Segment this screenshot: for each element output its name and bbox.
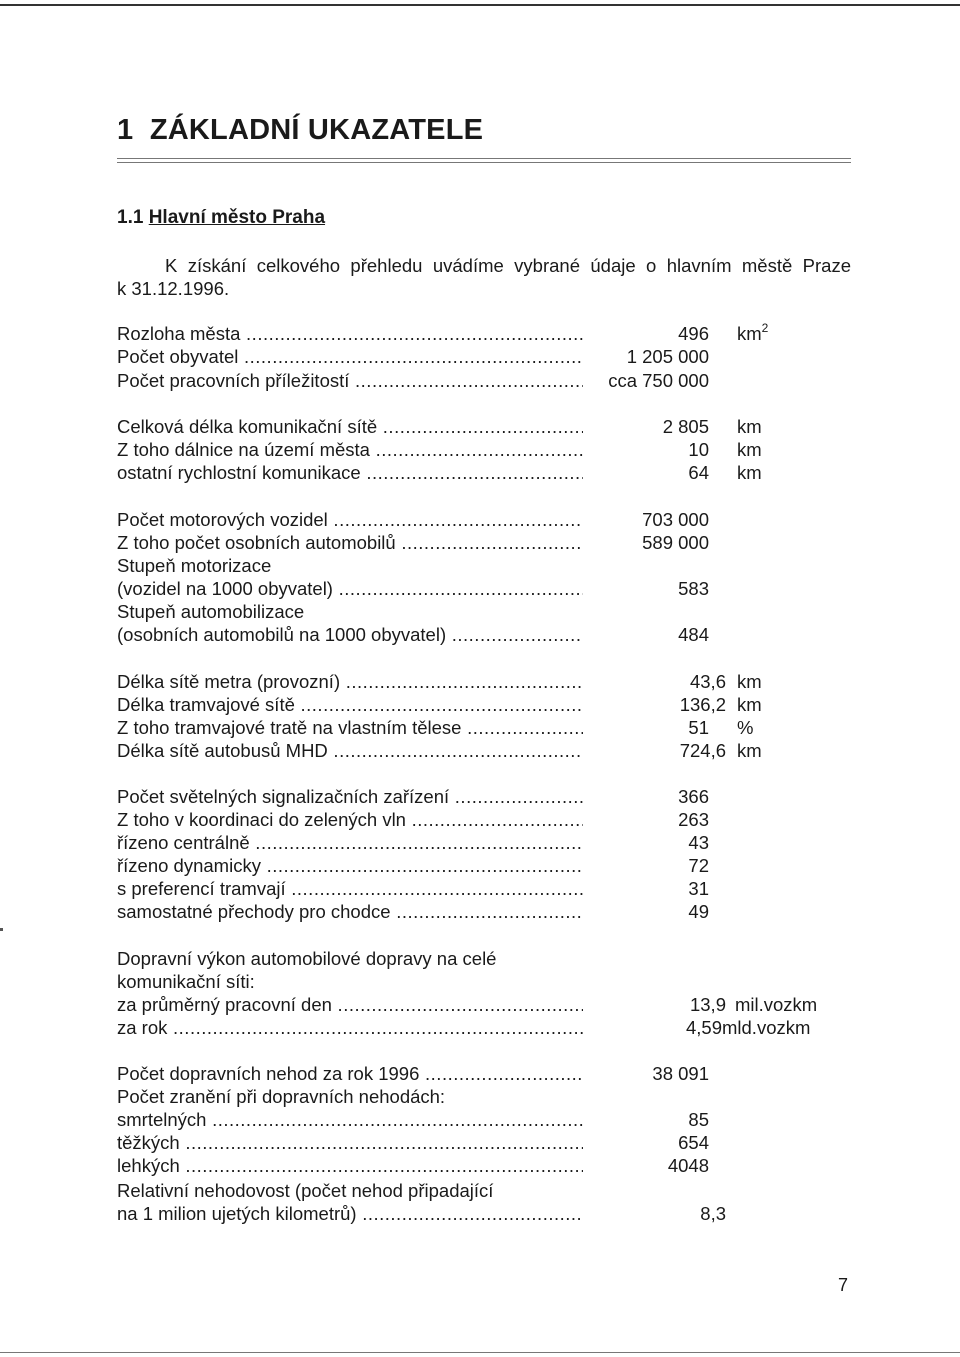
row-label: Stupeň motorizace [117, 555, 272, 576]
row-label: na 1 milion ujetých kilometrů) ..... [117, 1202, 583, 1225]
intro-paragraph [117, 254, 851, 300]
bottom-rule [0, 1352, 960, 1353]
row-label: Počet pracovních příležitostí ..... [117, 369, 583, 392]
row-motorways [117, 438, 767, 461]
row-label: (osobních automobilů na 1000 obyvatel) ..... [117, 623, 583, 646]
row-value: 1 205 000 [626, 346, 709, 367]
row-dynamic [117, 854, 767, 877]
row-label: (vozidel na 1000 obyvatel) ..... [117, 577, 583, 600]
row-value: 51 [688, 717, 709, 738]
row-value: 263 [678, 809, 709, 830]
row-automobilization [117, 623, 767, 646]
row-light [117, 1154, 767, 1177]
row-value: 484 [678, 624, 709, 645]
row-value: 583 [678, 578, 709, 599]
row-automobilization-heading [117, 600, 767, 623]
row-label: Počet světelných signalizačních zařízení ..... [117, 785, 583, 808]
row-cars [117, 531, 767, 554]
unit-superscript: 2 [761, 321, 769, 335]
row-motorization [117, 577, 767, 600]
row-tram-own-track [117, 716, 767, 739]
row-label: Délka sítě autobusů MHD ..... [117, 739, 583, 762]
row-value: 38 091 [652, 1063, 709, 1084]
row-serious [117, 1131, 767, 1154]
row-label: Z toho počet osobních automobilů ..... [117, 531, 583, 554]
row-value: 31 [688, 878, 709, 899]
title-underline-double [117, 162, 851, 163]
row-label: Počet zranění při dopravních nehodách: [117, 1086, 446, 1107]
row-value: 654 [678, 1132, 709, 1153]
row-label: ostatní rychlostní komunikace ..... [117, 461, 583, 484]
section-number: 1.1 [117, 207, 144, 228]
chapter-title: ZÁKLADNÍ UKAZATELE [149, 114, 484, 146]
row-label: Z toho v koordinaci do zelených vln ..... [117, 808, 583, 831]
row-label: Celková délka komunikační sítě ..... [117, 415, 583, 438]
intro-line-2: k 31.12.1996. [117, 278, 230, 299]
row-unit: mil.vozkm [735, 994, 818, 1015]
row-value: 43 [688, 832, 709, 853]
row-value: 2 805 [662, 416, 709, 437]
intro-line-1: K získání celkového přehledu uvádíme vybrané údaje o hlavním městě Praze [165, 255, 851, 276]
row-unit: km [737, 740, 762, 761]
row-value: 85 [688, 1109, 709, 1130]
row-performance-heading-2 [117, 970, 767, 993]
page-title [117, 114, 483, 147]
scan-mark [0, 928, 3, 931]
row-label: samostatné přechody pro chodce ..... [117, 900, 583, 923]
page-number: 7 [838, 1275, 849, 1295]
row-label: Délka sítě metra (provozní) ..... [117, 670, 583, 693]
row-label: Počet motorových vozidel ..... [117, 508, 583, 531]
title-underline [117, 158, 851, 159]
row-label: řízeno centrálně ..... [117, 831, 583, 854]
row-label: s preferencí tramvají ..... [117, 877, 583, 900]
row-value: 10 [688, 439, 709, 460]
row-label: Počet dopravních nehod za rok 1996 ..... [117, 1062, 583, 1085]
row-area [117, 322, 767, 345]
row-unit: mld.vozkm [722, 1017, 811, 1038]
row-label: řízeno dynamicky ..... [117, 854, 583, 877]
row-value: 724,6 [679, 740, 726, 761]
row-label: těžkých ..... [117, 1131, 583, 1154]
row-value: 64 [688, 462, 709, 483]
row-tram [117, 693, 767, 716]
chapter-number: 1 [117, 114, 134, 146]
row-label: smrtelných ..... [117, 1108, 583, 1131]
row-value: 49 [688, 901, 709, 922]
row-bus [117, 739, 767, 762]
row-label: Relativní nehodovost (počet nehod připadající [117, 1180, 494, 1201]
row-metro [117, 670, 767, 693]
row-value: 72 [688, 855, 709, 876]
row-expressways [117, 461, 767, 484]
row-road-total [117, 415, 767, 438]
row-unit: km [737, 671, 762, 692]
row-performance-day [117, 993, 837, 1016]
row-central [117, 831, 767, 854]
row-value: 8,3 [700, 1203, 726, 1224]
row-label: Z toho dálnice na území města ..... [117, 438, 583, 461]
row-green-wave [117, 808, 767, 831]
row-value: 136,2 [679, 694, 726, 715]
row-unit: km [737, 462, 762, 483]
row-value: 4,59 [685, 1017, 722, 1038]
row-value: 703 000 [642, 509, 709, 530]
row-label: za průměrný pracovní den ..... [117, 993, 583, 1016]
row-value: 366 [678, 786, 709, 807]
row-jobs [117, 369, 767, 392]
row-value: 13,9 [689, 994, 726, 1015]
row-label: Z toho tramvajové tratě na vlastním tělese ..... [117, 716, 583, 739]
row-fatal [117, 1108, 767, 1131]
row-unit: $km^2$ [737, 321, 769, 344]
row-population [117, 345, 767, 368]
row-rate [117, 1202, 767, 1225]
row-value: 4048 [667, 1155, 709, 1176]
row-value: 589 000 [642, 532, 709, 553]
row-label: Dopravní výkon automobilové dopravy na celé [117, 948, 497, 969]
row-signals [117, 785, 767, 808]
row-unit: km [737, 694, 762, 715]
row-unit: km [737, 439, 762, 460]
row-value: 496 [678, 323, 709, 344]
row-performance-year [117, 1016, 837, 1039]
row-label: komunikační síti: [117, 971, 255, 992]
top-rule [0, 4, 960, 6]
row-label: Délka tramvajové sítě ..... [117, 693, 583, 716]
row-injuries-heading [117, 1085, 767, 1108]
row-tram-preference [117, 877, 767, 900]
row-rate-heading [117, 1179, 767, 1202]
row-value: cca 750 000 [608, 370, 709, 391]
row-unit: % [737, 717, 754, 738]
row-performance-heading-1 [117, 947, 767, 970]
row-label: Stupeň automobilizace [117, 601, 305, 622]
row-motorization-heading [117, 554, 767, 577]
row-label: Rozloha města ..... [117, 322, 583, 345]
row-value: 43,6 [689, 671, 726, 692]
row-unit: km [737, 416, 762, 437]
row-accidents [117, 1062, 767, 1085]
row-crossings [117, 900, 767, 923]
section-heading [117, 207, 325, 229]
row-label: za rok ..... [117, 1016, 583, 1039]
row-vehicles [117, 508, 767, 531]
section-title: Hlavní město Praha [148, 207, 326, 228]
row-label: Počet obyvatel ..... [117, 345, 583, 368]
row-label: lehkých ..... [117, 1154, 583, 1177]
